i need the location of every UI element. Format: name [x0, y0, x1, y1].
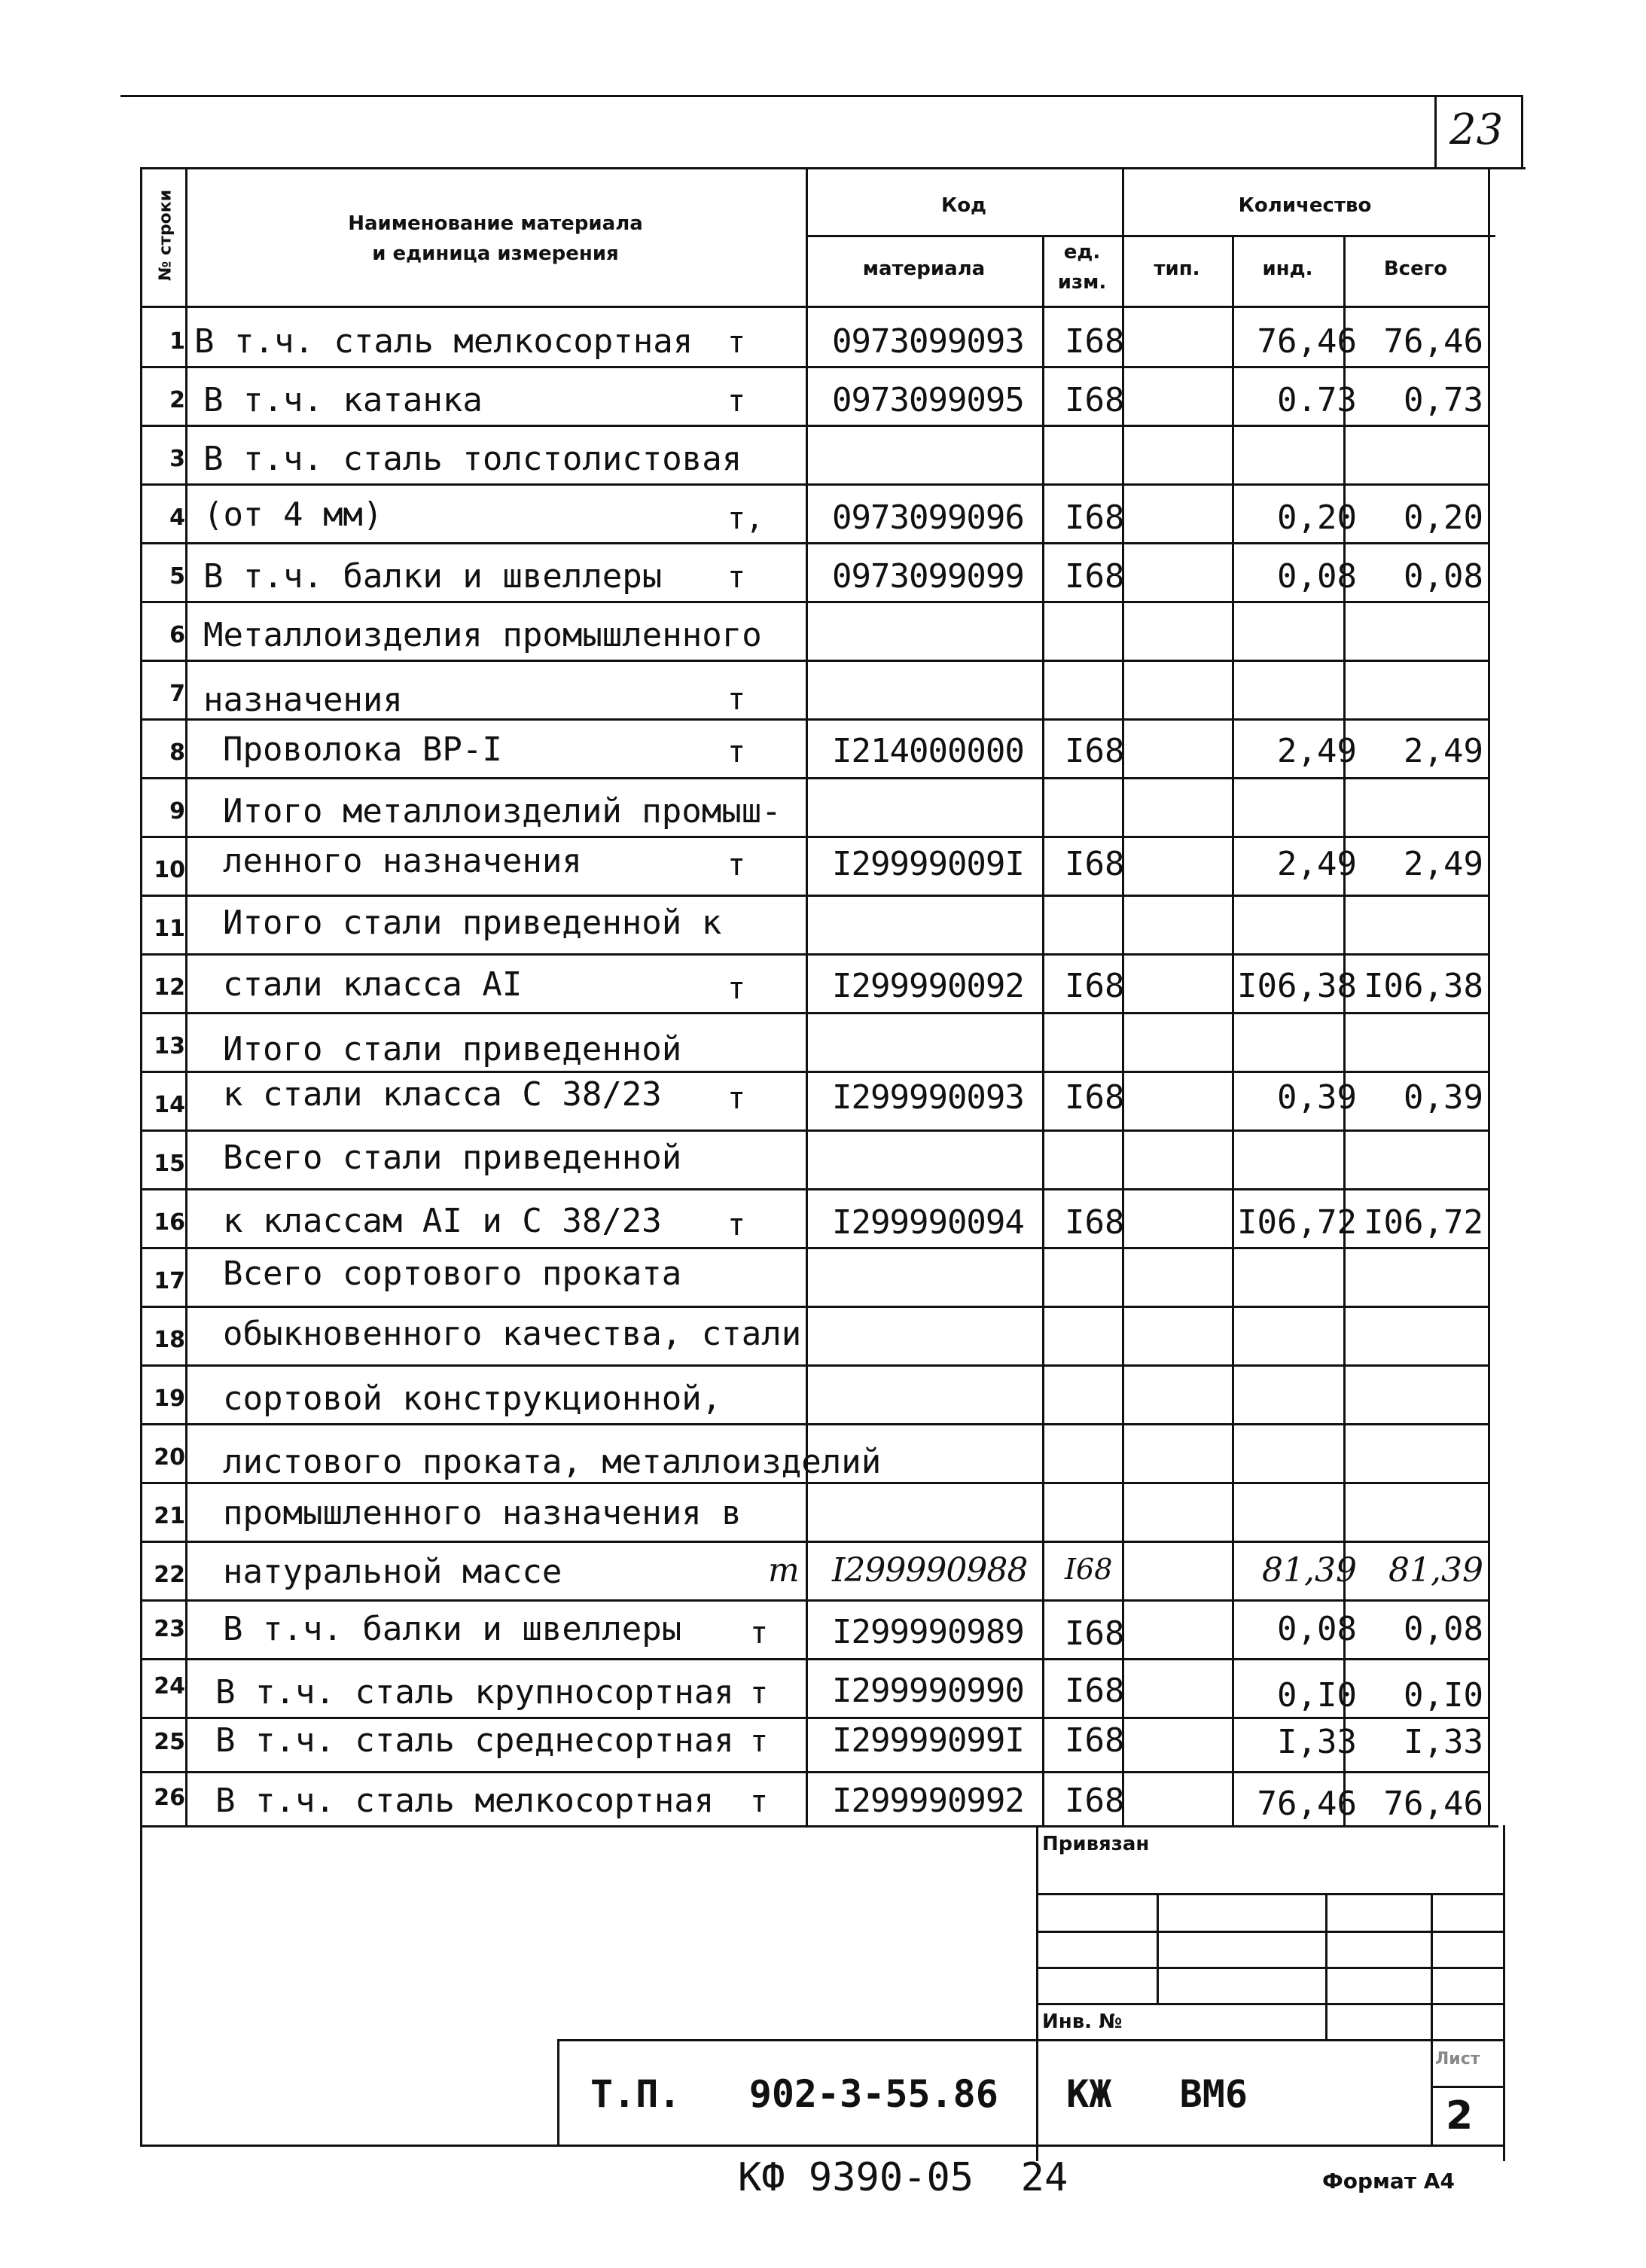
row-code: I29999099I [832, 1721, 1024, 1760]
row-unit: т, [727, 501, 764, 536]
unit-header-line2: изм. [1057, 271, 1107, 294]
page-number: 23 [1449, 105, 1504, 154]
row-name: Всего сортового проката [223, 1254, 682, 1293]
row-measure-unit: I68 [1065, 557, 1125, 596]
row-number: 12 [154, 974, 185, 1001]
row-number: 20 [154, 1444, 185, 1471]
row-unit: т [750, 1616, 769, 1651]
row-unit: т [750, 1676, 769, 1711]
row-code: I299990093 [832, 1078, 1024, 1117]
document-designation: Т.П. 902-3-55.86 КЖ ВМ6 [590, 2072, 1248, 2116]
row-name: к классам АI и С 38/23 [223, 1202, 662, 1240]
row-ind: I06,72 [1237, 1203, 1357, 1242]
format-label: Формат А4 [1322, 2169, 1455, 2193]
row-code: I299990992 [832, 1782, 1024, 1820]
row-total: 81,39 [1388, 1551, 1483, 1590]
row-code: I299990990 [832, 1672, 1024, 1710]
row-unit: т [727, 848, 746, 883]
row-number: 15 [154, 1151, 185, 1177]
attached-label: Привязан [1042, 1833, 1150, 1855]
inventory-label: Инв. № [1042, 2010, 1123, 2033]
row-name: В т.ч. катанка [203, 381, 483, 419]
row-name: В т.ч. сталь толстолистовая [203, 440, 742, 478]
row-number: 4 [169, 505, 185, 531]
row-number: 19 [154, 1385, 185, 1412]
row-ind: 0,39 [1277, 1078, 1357, 1117]
material-header: материала [862, 258, 986, 280]
row-number: 26 [154, 1785, 185, 1811]
row-ind: 0.73 [1277, 381, 1357, 419]
row-ind: 76,46 [1257, 1785, 1357, 1823]
row-ind: I06,38 [1237, 967, 1357, 1005]
row-total: 0,20 [1404, 498, 1483, 537]
row-code: I299990092 [832, 967, 1024, 1005]
row-measure-unit: I68 [1065, 1078, 1125, 1117]
row-number: 14 [154, 1092, 185, 1118]
row-measure-unit: I68 [1065, 322, 1125, 361]
row-total: 76,46 [1383, 322, 1483, 361]
row-name: обыкновенного качества, стали [223, 1315, 802, 1353]
row-name: В т.ч. сталь мелкосортная [215, 1782, 715, 1820]
row-number-header: № строки [156, 189, 175, 282]
row-total: 0,I0 [1404, 1676, 1483, 1715]
row-number: 11 [154, 916, 185, 942]
row-name: В т.ч. балки и швеллеры [223, 1610, 682, 1648]
row-code: I299990988 [832, 1551, 1028, 1590]
row-total: 2,49 [1404, 732, 1483, 770]
row-number: 24 [154, 1673, 185, 1699]
row-name: стали класса АI [223, 965, 523, 1004]
row-code: I214000000 [832, 732, 1024, 770]
row-name: В т.ч. сталь крупносортная [215, 1673, 734, 1712]
row-number: 23 [154, 1616, 185, 1642]
row-unit: т [727, 682, 746, 717]
row-total: 0,39 [1404, 1078, 1483, 1117]
row-number: 9 [169, 798, 185, 825]
row-name: к стали класса С 38/23 [223, 1075, 662, 1114]
row-total: I06,38 [1364, 967, 1483, 1005]
sheet-number: 2 [1446, 2093, 1474, 2138]
row-code: 0973099099 [832, 557, 1024, 596]
row-name: В т.ч. балки и швеллеры [203, 557, 663, 596]
row-number: 1 [169, 328, 185, 355]
row-name: В т.ч. сталь мелкосортная [194, 322, 693, 361]
row-unit: т [727, 325, 746, 360]
typ-header: тип. [1154, 258, 1200, 280]
row-ind: 81,39 [1262, 1551, 1357, 1590]
row-total: 2,49 [1404, 845, 1483, 883]
ind-header: инд. [1262, 258, 1313, 280]
row-measure-unit: I68 [1065, 1672, 1125, 1710]
row-name: натуральной массе [223, 1553, 562, 1591]
row-measure-unit: I68 [1065, 1203, 1125, 1242]
name-header-line2: и единица измерения [372, 242, 619, 265]
row-total: 0,08 [1404, 557, 1483, 596]
row-measure-unit: I68 [1065, 1721, 1125, 1760]
row-name: промышленного назначения в [223, 1494, 742, 1532]
row-name: сортовой конструкционной, [223, 1379, 722, 1418]
row-name: листового проката, металлоизделий [223, 1443, 882, 1481]
row-name: Итого стали приведенной [223, 1030, 682, 1068]
row-measure-unit: I68 [1065, 967, 1125, 1005]
row-unit: т [727, 384, 746, 419]
row-measure-unit: I68 [1065, 1782, 1125, 1820]
row-number: 13 [154, 1033, 185, 1059]
row-ind: 76,46 [1257, 322, 1357, 361]
code-header: Код [940, 194, 987, 217]
row-unit: т [768, 1551, 800, 1590]
row-name: Металлоизделия промышленного [203, 616, 762, 654]
archive-code: КФ 9390-05 24 [738, 2155, 1068, 2200]
row-code: I299990989 [832, 1613, 1024, 1651]
row-unit: т [727, 1208, 746, 1242]
sheet-label: Лист [1435, 2050, 1480, 2068]
row-number: 8 [169, 739, 185, 766]
row-unit: т [750, 1724, 769, 1759]
row-number: 2 [169, 387, 185, 413]
row-measure-unit: I68 [1065, 845, 1125, 883]
row-measure-unit: I68 [1065, 381, 1125, 419]
row-ind: 0,20 [1277, 498, 1357, 537]
row-ind: 2,49 [1277, 845, 1357, 883]
row-number: 7 [169, 681, 185, 707]
row-measure-unit: I68 [1065, 1614, 1125, 1653]
row-name: Всего стали приведенной [223, 1139, 682, 1177]
row-ind: 2,49 [1277, 732, 1357, 770]
row-total: 76,46 [1383, 1785, 1483, 1823]
row-measure-unit: I68 [1065, 732, 1125, 770]
row-unit: т [727, 1081, 746, 1116]
row-code: I29999009I [832, 845, 1024, 883]
row-total: 0,73 [1404, 381, 1483, 419]
row-measure-unit: I68 [1065, 498, 1125, 537]
unit-header-line1: ед. [1063, 241, 1101, 264]
row-name: назначения [203, 681, 403, 719]
row-name: (от 4 мм) [203, 495, 383, 534]
row-number: 25 [154, 1729, 185, 1755]
row-name: Итого металлоизделий промыш- [223, 792, 782, 831]
row-unit: т [727, 971, 746, 1006]
row-number: 6 [169, 622, 185, 648]
row-unit: т [727, 560, 746, 595]
row-number: 3 [169, 446, 185, 472]
row-total: 0,08 [1404, 1610, 1483, 1648]
row-ind: 0,08 [1277, 1610, 1357, 1648]
row-code: 0973099095 [832, 381, 1024, 419]
row-name: ленного назначения [223, 842, 582, 880]
quantity-header: Количество [1238, 194, 1372, 217]
row-number: 22 [154, 1562, 185, 1588]
row-number: 16 [154, 1209, 185, 1236]
row-number: 21 [154, 1503, 185, 1529]
row-number: 10 [154, 857, 185, 883]
row-name: Итого стали приведенной к [223, 904, 722, 942]
row-unit: т [727, 735, 746, 770]
row-ind: 0,I0 [1277, 1676, 1357, 1715]
row-measure-unit: I68 [1065, 1553, 1113, 1586]
row-number: 18 [154, 1327, 185, 1353]
row-number: 17 [154, 1268, 185, 1294]
row-total: I06,72 [1364, 1203, 1483, 1242]
row-ind: I,33 [1277, 1723, 1357, 1761]
row-code: 0973099093 [832, 322, 1024, 361]
row-name: Проволока ВР-I [223, 730, 502, 769]
row-total: I,33 [1404, 1723, 1483, 1761]
name-header-line1: Наименование материала [348, 212, 643, 235]
row-name: В т.ч. сталь среднесортная [215, 1721, 734, 1760]
row-number: 5 [169, 563, 185, 590]
row-code: I299990094 [832, 1203, 1024, 1242]
row-ind: 0,08 [1277, 557, 1357, 596]
total-header: Всего [1383, 258, 1448, 280]
row-code: 0973099096 [832, 498, 1024, 537]
row-unit: т [750, 1785, 769, 1819]
